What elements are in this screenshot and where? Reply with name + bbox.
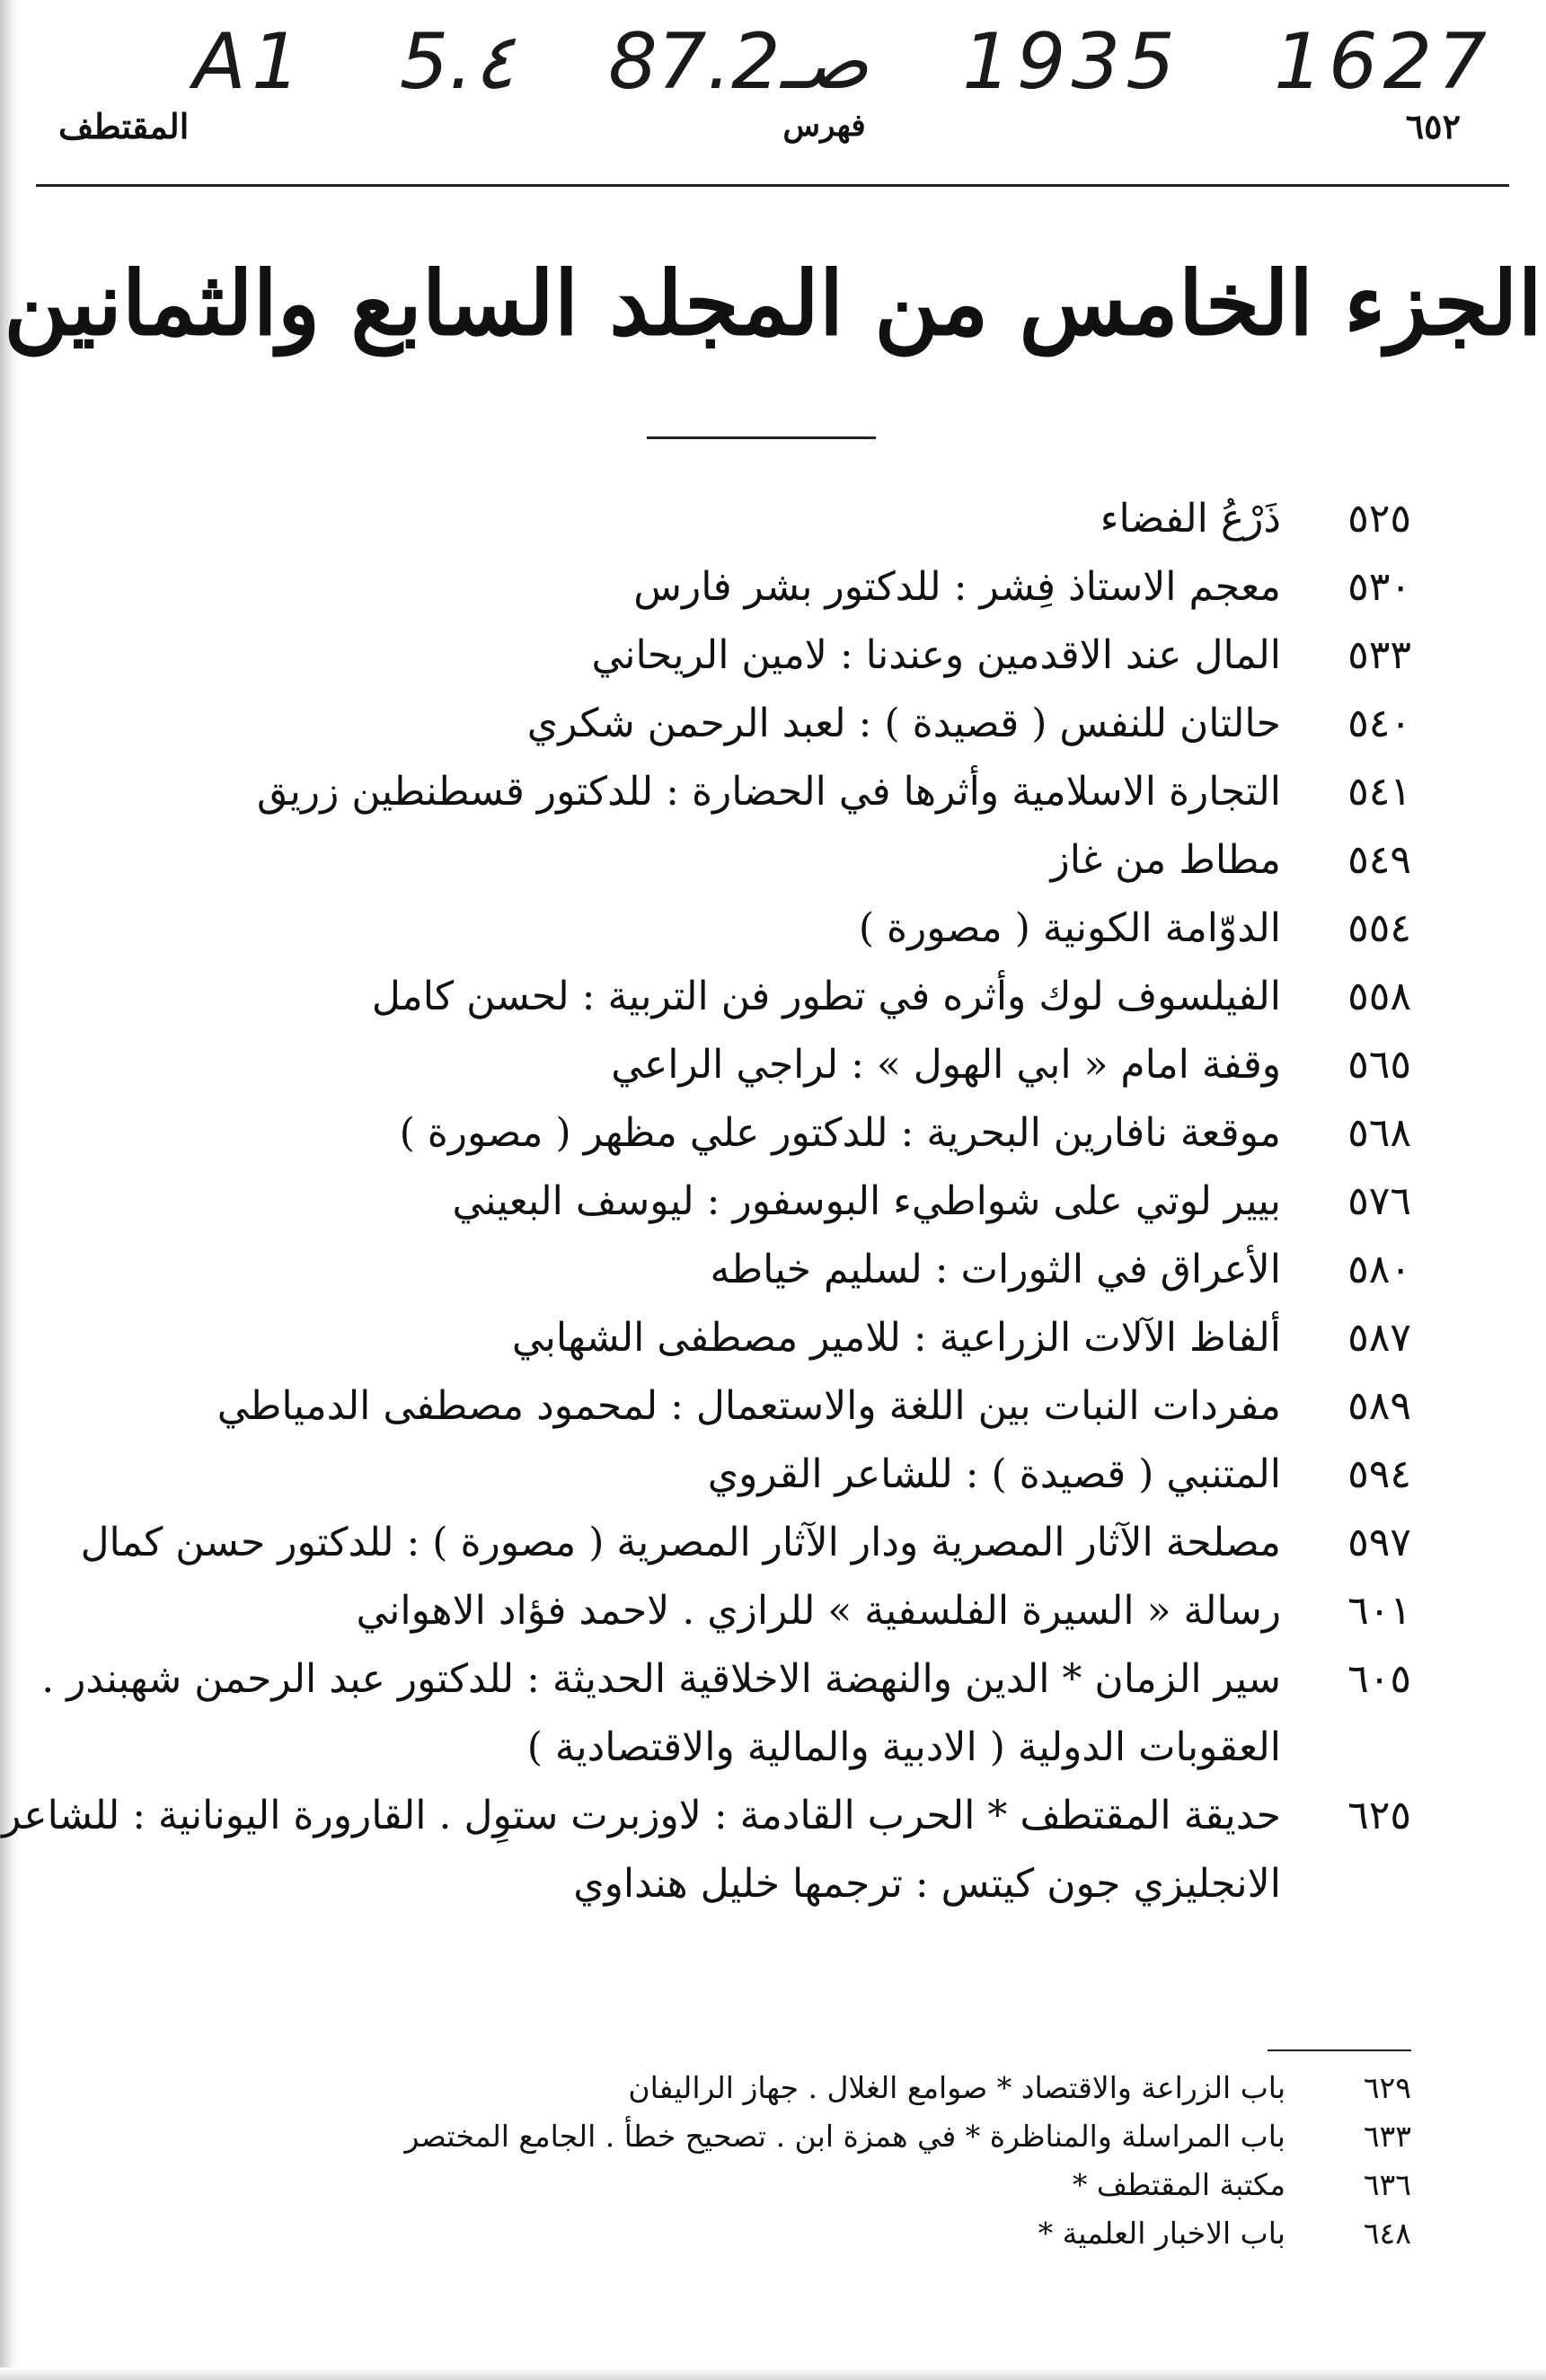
header-page-number: ٦٥٢ <box>1405 105 1461 146</box>
toc-entry <box>2 1782 1411 1850</box>
toc-page-number: ٥٩٧ <box>1347 1520 1411 1565</box>
toc-entry <box>28 826 1411 895</box>
toc-page-number: ٦٢٥ <box>1347 1793 1411 1838</box>
page-title: الجزء الخامس من المجلد السابع والثمانين <box>4 252 1542 356</box>
handwritten-catalog-note <box>193 13 1492 111</box>
toc-title: المتنبي ( قصيدة ) : للشاعر القروي <box>707 1451 1281 1497</box>
toc-page-number: ٥٥٨ <box>1347 974 1411 1019</box>
toc-page-number: ٥٩٤ <box>1347 1451 1411 1497</box>
toc-page-number: ٥٤٠ <box>1347 701 1411 746</box>
toc-page-number: ٥٥٤ <box>1347 905 1411 951</box>
toc-entry <box>28 1099 1411 1168</box>
running-header <box>58 99 1461 153</box>
header-section-label: فهرس <box>782 108 866 144</box>
title-underline <box>647 436 876 439</box>
toc-entry <box>28 1236 1411 1304</box>
toc-title: رسالة « السيرة الفلسفية » للرازي . لاحمد فؤاد الاهواني <box>356 1588 1281 1634</box>
toc-entry <box>28 690 1411 758</box>
handwritten-part: A1 <box>193 17 306 107</box>
toc-entry <box>28 895 1411 963</box>
toc-entry <box>28 1645 1411 1714</box>
section-entry <box>404 2112 1411 2161</box>
toc-page-number: ٥٦٥ <box>1347 1042 1411 1088</box>
toc-page-number: ٥٢٥ <box>1347 496 1411 542</box>
header-rule <box>36 184 1509 187</box>
footer-divider <box>1268 2049 1411 2051</box>
section-page-number: ٦٣٦ <box>1363 2167 1411 2202</box>
toc-title-continuation: الانجليزي جون كيتس : ترجمها خليل هنداوي <box>573 1861 1281 1907</box>
toc-title: حالتان للنفس ( قصيدة ) : لعبد الرحمن شكري <box>526 701 1281 746</box>
toc-title: مطاط من غاز <box>1050 837 1281 883</box>
toc-entry <box>28 1441 1411 1509</box>
toc-title: سير الزمان * الدين والنهضة الاخلاقية الحديثة : للدكتور عبد الرحمن شهبندر . <box>41 1656 1281 1702</box>
toc-page-number: ٥٦٨ <box>1347 1110 1411 1156</box>
header-journal-name: المقتطف <box>58 105 190 146</box>
toc-title-continuation: العقوبات الدولية ( الادبية والمالية والاقتصادية ) <box>526 1724 1281 1770</box>
section-page-number: ٦٤٨ <box>1363 2216 1411 2251</box>
toc-entry <box>28 1304 1411 1372</box>
toc-page-number: ٦٠١ <box>1347 1588 1411 1634</box>
table-of-contents <box>2 485 1411 1918</box>
toc-entry <box>28 758 1411 826</box>
handwritten-part: 1627 <box>1274 17 1492 107</box>
section-title: باب الزراعة والاقتصاد * صوامع الغلال . جهاز الراليفان <box>628 2070 1285 2105</box>
toc-title: مفردات النبات بين اللغة والاستعمال : لمحمود مصطفى الدمياطي <box>216 1383 1281 1429</box>
toc-entry <box>28 1577 1411 1645</box>
toc-title: التجارة الاسلامية وأثرها في الحضارة : للدكتور قسطنطين زريق <box>256 769 1281 815</box>
toc-title: الفيلسوف لوك وأثره في تطور فن التربية : لحسن كامل <box>371 974 1281 1019</box>
toc-page-number: ٥٨٧ <box>1347 1315 1411 1361</box>
toc-entry <box>28 1372 1411 1441</box>
section-title: باب المراسلة والمناظرة * في همزة ابن . تصحيح خطأ . الجامع المختصر <box>404 2119 1285 2154</box>
toc-entry <box>28 1509 1411 1577</box>
toc-page-number: ٥٣٣ <box>1347 632 1411 678</box>
toc-entry <box>28 1031 1411 1099</box>
toc-page-number: ٥٤١ <box>1347 769 1411 815</box>
toc-page-number: ٦٠٥ <box>1347 1656 1411 1702</box>
handwritten-part: 1935 <box>962 17 1180 107</box>
toc-entry <box>28 485 1411 553</box>
section-entry <box>513 2161 1411 2209</box>
toc-title: وقفة امام « ابي الهول » : لراجي الراعي <box>611 1042 1281 1088</box>
toc-page-number: ٥٣٠ <box>1347 564 1411 610</box>
toc-entry <box>28 963 1411 1031</box>
handwritten-part: 5.٤ <box>399 17 515 107</box>
toc-title: المال عند الاقدمين وعندنا : لامين الريحاني <box>591 632 1281 678</box>
toc-title: مصلحة الآثار المصرية ودار الآثار المصرية ( مصورة ) : للدكتور حسن كمال <box>80 1520 1281 1565</box>
toc-entry <box>28 553 1411 621</box>
section-page-number: ٦٢٩ <box>1363 2070 1411 2105</box>
toc-title: الدوّامة الكونية ( مصورة ) <box>858 905 1281 951</box>
section-title: باب الاخبار العلمية * <box>1038 2216 1285 2251</box>
toc-title: بيير لوتي على شواطيء البوسفور : ليوسف البعيني <box>452 1178 1281 1224</box>
handwritten-part: 87.صـ2 <box>608 17 869 107</box>
toc-entry <box>28 1168 1411 1236</box>
toc-title: ذَرْعُ الفضاء <box>1100 496 1281 542</box>
section-title: مكتبة المقتطف * <box>1072 2167 1285 2202</box>
toc-title: موقعة نافارين البحرية : للدكتور علي مظهر ( مصورة ) <box>399 1110 1281 1156</box>
toc-title: حديقة المقتطف * الحرب القادمة : لاوزبرت ستوِل . القارورة اليونانية : للشاعر <box>2 1793 1281 1838</box>
toc-entry <box>28 621 1411 690</box>
scan-bottom-edge <box>0 2367 1546 2380</box>
toc-page-number: ٥٨٩ <box>1347 1383 1411 1429</box>
section-entry <box>513 2064 1411 2112</box>
toc-title: ألفاظ الآلات الزراعية : للامير مصطفى الشهابي <box>511 1315 1281 1361</box>
toc-title: معجم الاستاذ فِشر : للدكتور بشر فارس <box>633 564 1281 610</box>
toc-page-number: ٥٤٩ <box>1347 837 1411 883</box>
section-entry <box>513 2209 1411 2258</box>
toc-page-number: ٥٧٦ <box>1347 1178 1411 1224</box>
section-page-number: ٦٣٣ <box>1363 2119 1411 2154</box>
sections-list <box>404 2064 1411 2258</box>
toc-page-number: ٥٨٠ <box>1347 1247 1411 1292</box>
toc-title: الأعراق في الثورات : لسليم خياطه <box>710 1247 1281 1292</box>
